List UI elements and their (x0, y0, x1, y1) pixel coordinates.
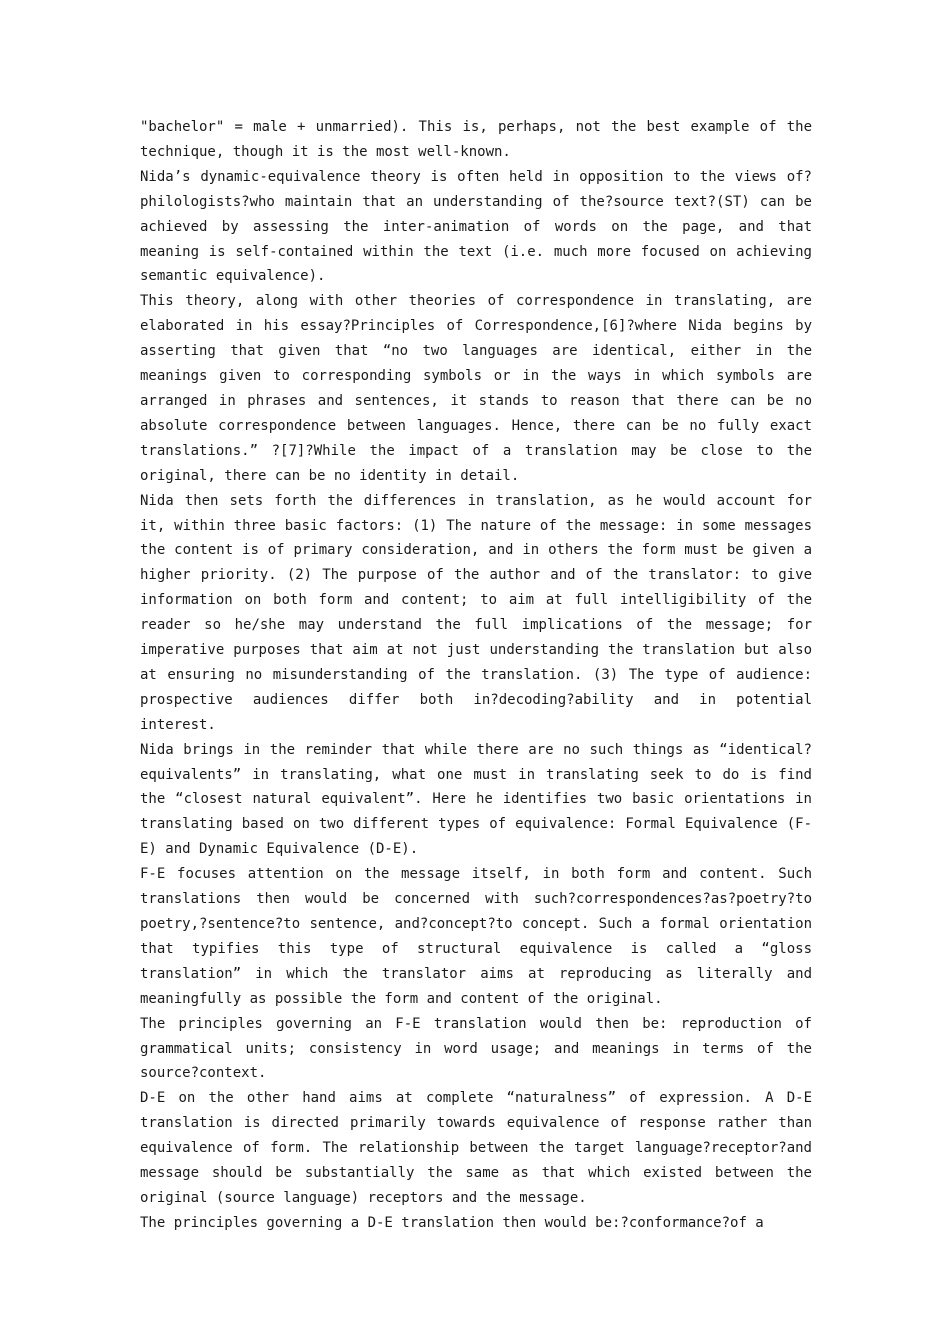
paragraph-principles-of-correspondence: This theory, along with other theories of correspondence in translating, are elaborated in his essay?Principles of Correspondence,[6]?where Nida begins by asserting that given that “no two languages are identical, either in the meanings given to corresponding symbols or in the ways in which symbols are arranged in phrases and sentences, it stands to reason that there can be no absolute correspondence between languages. Hence, there can be no fully exact translations.” ?[7]?While the impact of a translation may be close to the original, there can be no identity in detail. (140, 293, 812, 484)
paragraph-three-factors: Nida then sets forth the differences in translation, as he would account for it, within three basic factors: (1) The nature of the message: in some messages the content is of primary consideration, and in others the form must be given a higher priority. (2) The purpose of the author and of the translator: to give information on both form and content; to aim at full intelligibility of the reader so he/she may understand the full implications of the message; for imperative purposes that aim at not just understanding the translation but also at ensuring no misunderstanding of the translation. (3) The type of audience: prospective audiences differ both in?decoding?ability and in potential interest. (140, 492, 812, 733)
paragraph-bachelor-example: "bachelor" = male + unmarried). This is, perhaps, not the best example of the technique, though it is the most well-known. (140, 119, 812, 160)
paragraph-formal-equivalence: F-E focuses attention on the message itself, in both form and content. Such translations then would be concerned with such?correspondences?as?poetry?to poetry,?sentence?to sentence, and?concept?to concept. Such a formal orientation that typifies this type of structural equivalence is called a “gloss translation” in which the translator aims at reproducing as literally and meaningfully as possible the form and content of the original. (140, 866, 812, 1007)
body-text (140, 115, 812, 1236)
paragraph-de-principles: The principles governing a D-E translation then would be:?conformance?of a (140, 1214, 764, 1231)
paragraph-dynamic-naturalness: D-E on the other hand aims at complete “naturalness” of expression. A D-E translation is directed primarily towards equivalence of response rather than equivalence of form. The relationship between the target language?receptor?and message should be substantially the same as that which existed between the original (source language) receptors and the message. (140, 1090, 812, 1206)
paragraph-closest-natural-equivalent: Nida brings in the reminder that while there are no such things as “identical?equivalents” in translating, what one must in translating seek to do is find the “closest natural equivalent”. Here he identifies two basic orientations in translating based on two different types of equivalence: Formal Equivalence (F-E) and Dynamic Equivalence (D-E). (140, 741, 812, 858)
paragraph-fe-principles: The principles governing an F-E translation would then be: reproduction of grammatical units; consistency in word usage; and meanings in terms of the source?context. (140, 1015, 812, 1082)
paragraph-dynamic-equivalence: Nida’s dynamic-equivalence theory is often held in opposition to the views of?philologists?who maintain that an understanding of the?source text?(ST) can be achieved by assessing the inter-animation of words on the page, and that meaning is self-contained within the text (i.e. much more focused on achieving semantic equivalence). (140, 168, 812, 285)
